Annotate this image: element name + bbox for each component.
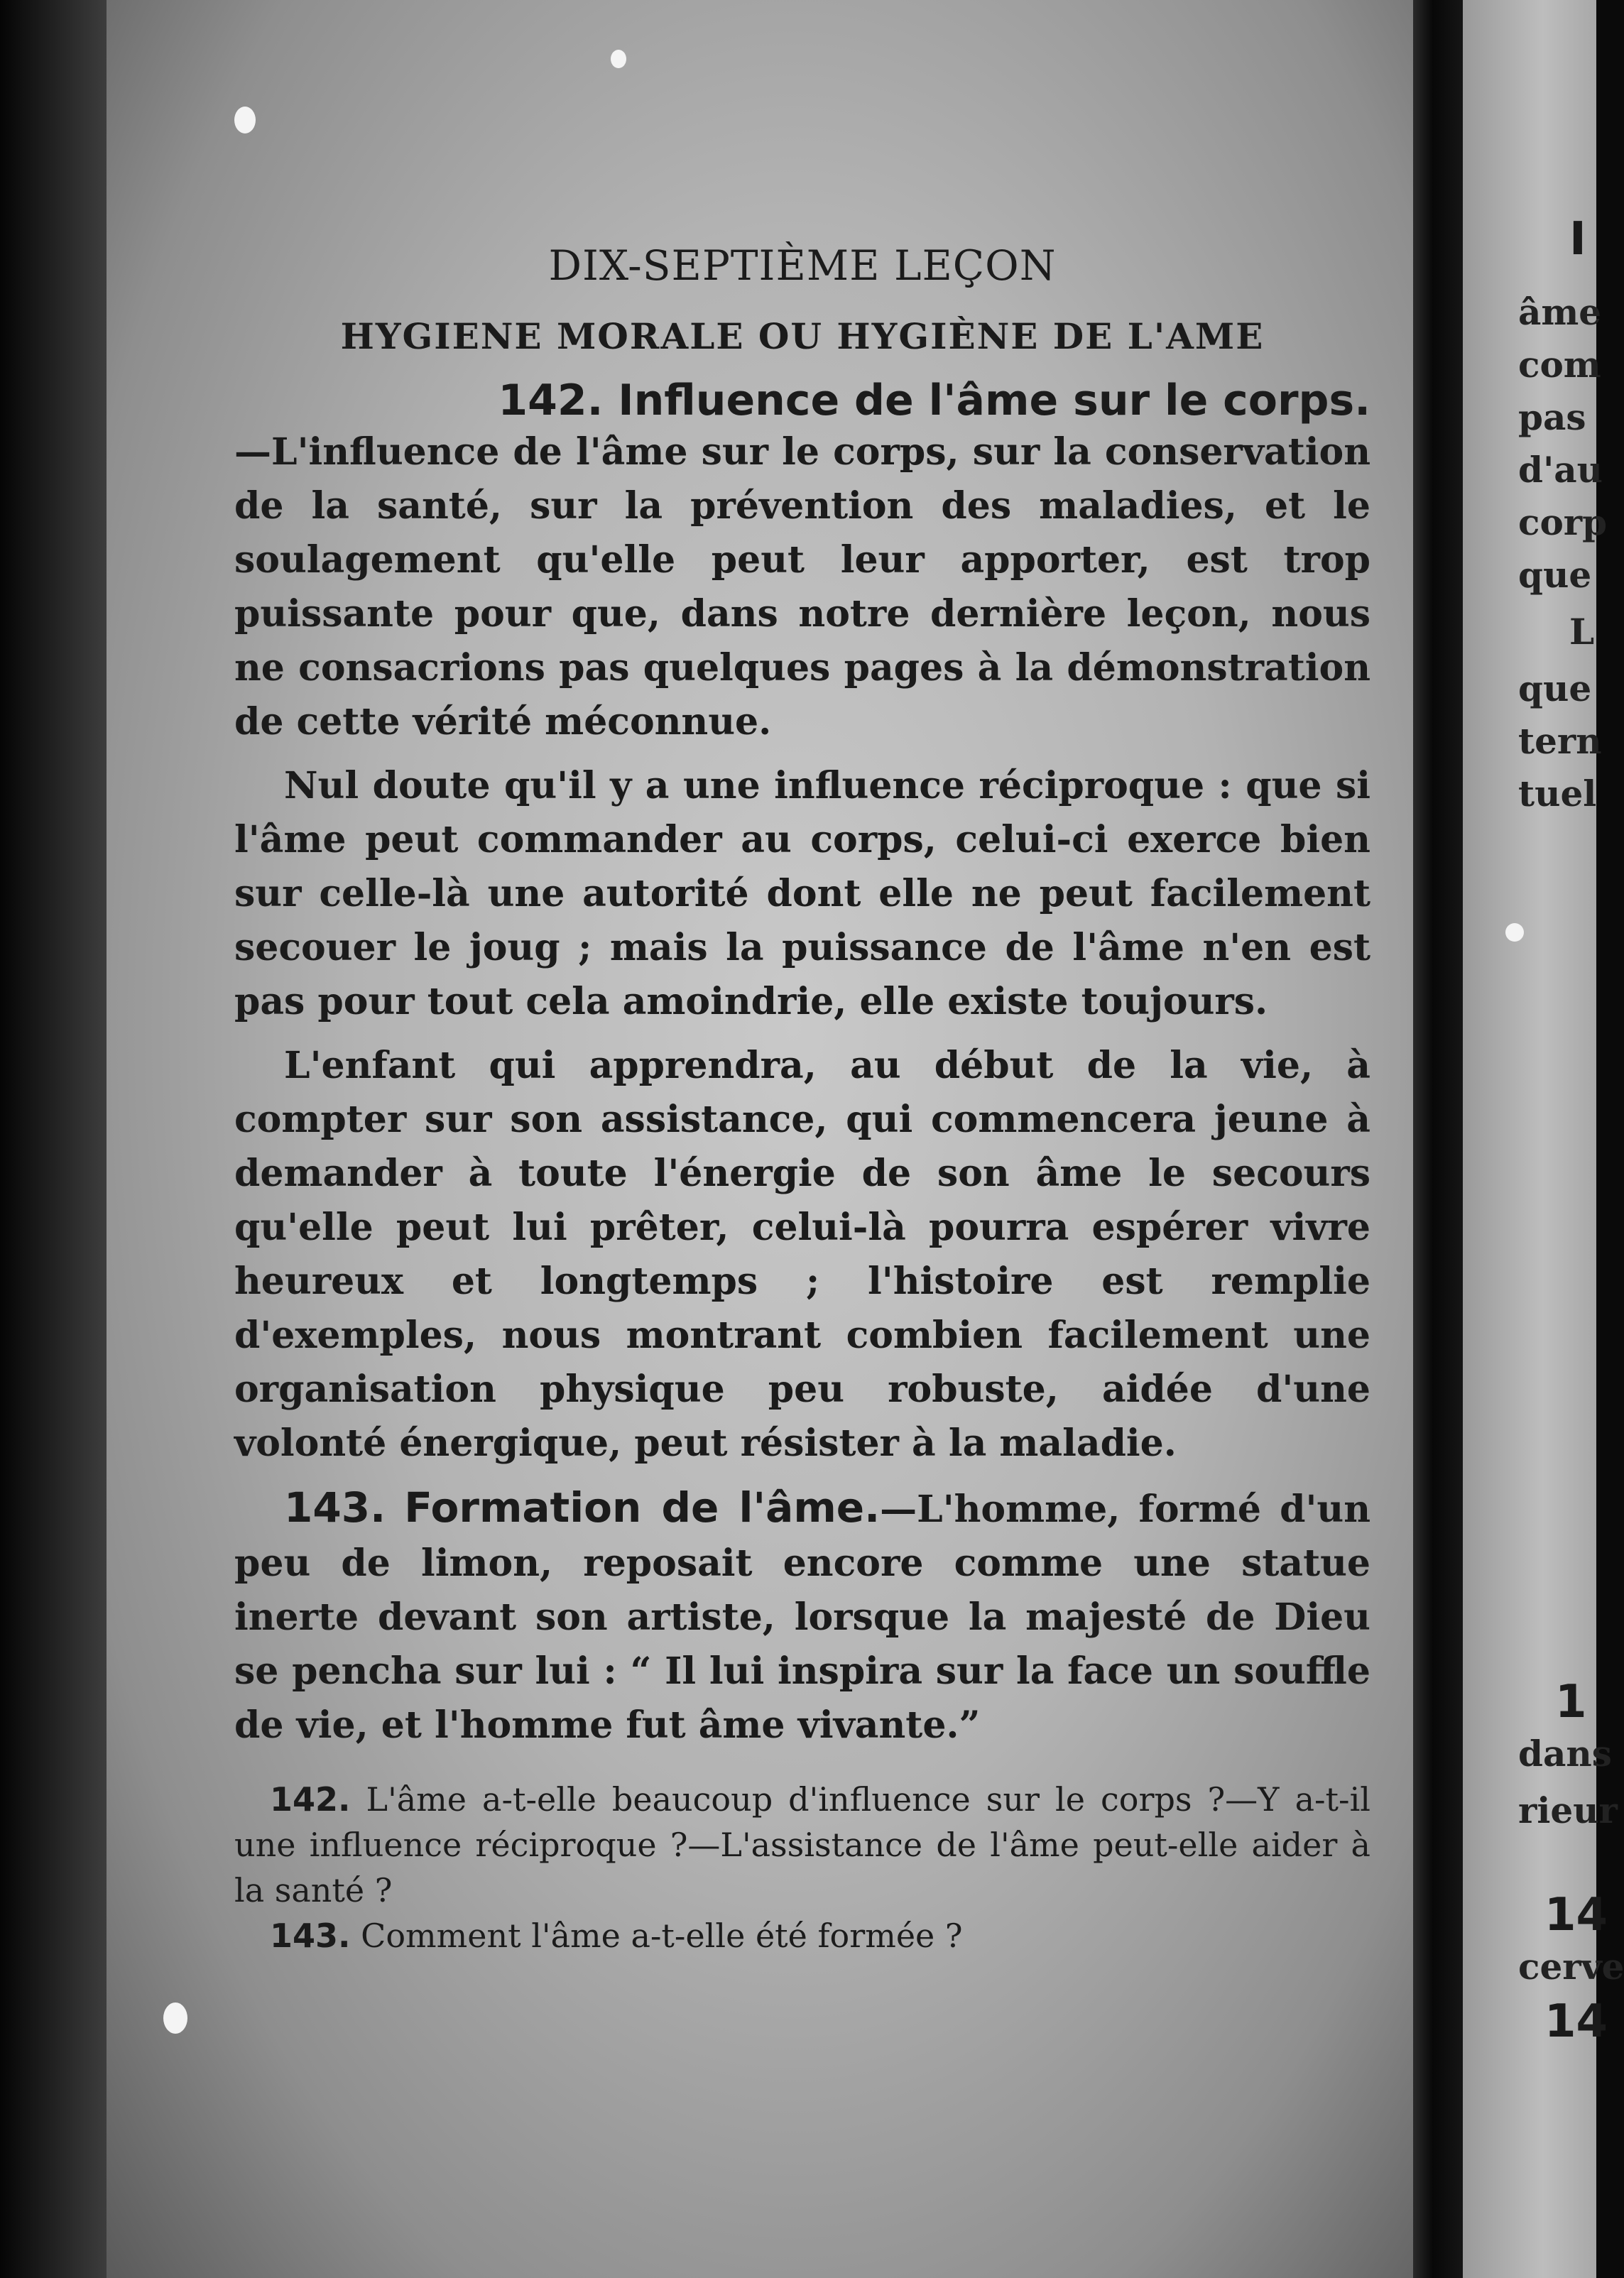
next-page-line: L: [1569, 611, 1595, 653]
next-page-line: que: [1518, 667, 1592, 709]
next-page-line: que: [1518, 554, 1592, 596]
adjacent-page-fragment: [1463, 0, 1624, 2278]
lesson-title: DIX-SEPTIÈME LEÇON: [548, 241, 1057, 290]
question: [234, 1913, 1370, 1958]
next-page-line: âme: [1518, 291, 1602, 333]
section-heading: Formation de l'âme.: [404, 1483, 881, 1532]
scan-left-edge: [0, 0, 107, 2278]
paragraph: —L'influence de l'âme sur le corps, sur la conservation de la santé, sur la prévention des maladies, et le soulagement qu'elle peut leur apporter, est trop puissante pour que, dans notre dernière leçon, nous ne consacrions pas quelques pages à la démonstration de cette vérité méconnue.: [234, 430, 1370, 743]
section-number: 142.: [498, 376, 604, 425]
next-page-line: tuel: [1518, 773, 1597, 814]
question-number: 143.: [270, 1917, 351, 1955]
section-142: [234, 376, 1370, 1471]
scan-speck: [1505, 923, 1524, 942]
next-page-line: d'au: [1518, 449, 1603, 491]
section-number: 143.: [284, 1483, 386, 1532]
question-number: 142.: [270, 1780, 351, 1819]
paragraph: Nul doute qu'il y a une influence réciproque : que si l'âme peut commander au corps, celui-ci exerce bien sur celle-là une autorité dont elle ne peut facilement secouer le joug ; mais la puissance de l'âme n'en est pas pour tout cela amoindrie, elle existe toujours.: [234, 764, 1370, 1023]
section-143-paragraph: [234, 1481, 1370, 1753]
paragraph-text: —L'homme, formé d'un peu de limon, reposait encore comme une statue inerte devant son artiste, lorsque la majesté de Dieu se pencha sur lui : “ Il lui inspira sur la face un souffle de vie, et l'homme fut âme vivante.”: [234, 1488, 1371, 1747]
scan-speck: [234, 107, 256, 133]
section-heading: Influence de l'âme sur le corps.: [618, 376, 1370, 425]
section-142-heading: [234, 376, 1370, 425]
next-page-line: pas: [1518, 396, 1586, 438]
section-title: HYGIENE MORALE OU HYGIÈNE DE L'AME: [340, 315, 1265, 357]
paragraph: L'enfant qui apprendra, au début de la vie, à compter sur son assistance, qui commencera jeune à demander à toute l'énergie de son âme le secours qu'elle peut lui prêter, celui-là pourra espérer vivre heureux et longtemps ; l'histoire est remplie d'exemples, nous montrant combien facilement une organisation physique peu robuste, aidée d'une volonté énergique, peut résister à la maladie.: [234, 1044, 1370, 1465]
page-content: [234, 241, 1370, 1958]
scan-speck: [163, 2002, 187, 2034]
question: [234, 1777, 1370, 1913]
book-gutter: [1413, 0, 1463, 2278]
scan-speck: [611, 50, 626, 68]
next-page-line: 14: [1544, 1889, 1608, 1941]
next-page-line: corp: [1518, 501, 1608, 543]
next-page-line: com: [1518, 344, 1601, 386]
question-text: Comment l'âme a-t-elle été formée ?: [361, 1917, 963, 1955]
next-page-heading-fragment: I: [1569, 213, 1586, 266]
next-page-line: 1: [1555, 1676, 1587, 1728]
section-143: [234, 1481, 1370, 1753]
next-page-line: dans: [1518, 1733, 1612, 1775]
next-page-line: 14: [1544, 1995, 1608, 2048]
next-page-line: tern: [1518, 720, 1602, 762]
next-page-line: rieur: [1518, 1789, 1618, 1831]
review-questions: [234, 1777, 1370, 1958]
question-text: L'âme a-t-elle beaucoup d'influence sur le corps ?—Y a-t-il une influence réciproque ?—L'assistance de l'âme peut-elle aider à la santé ?: [234, 1780, 1370, 1909]
next-page-line: cerve: [1518, 1946, 1624, 1988]
